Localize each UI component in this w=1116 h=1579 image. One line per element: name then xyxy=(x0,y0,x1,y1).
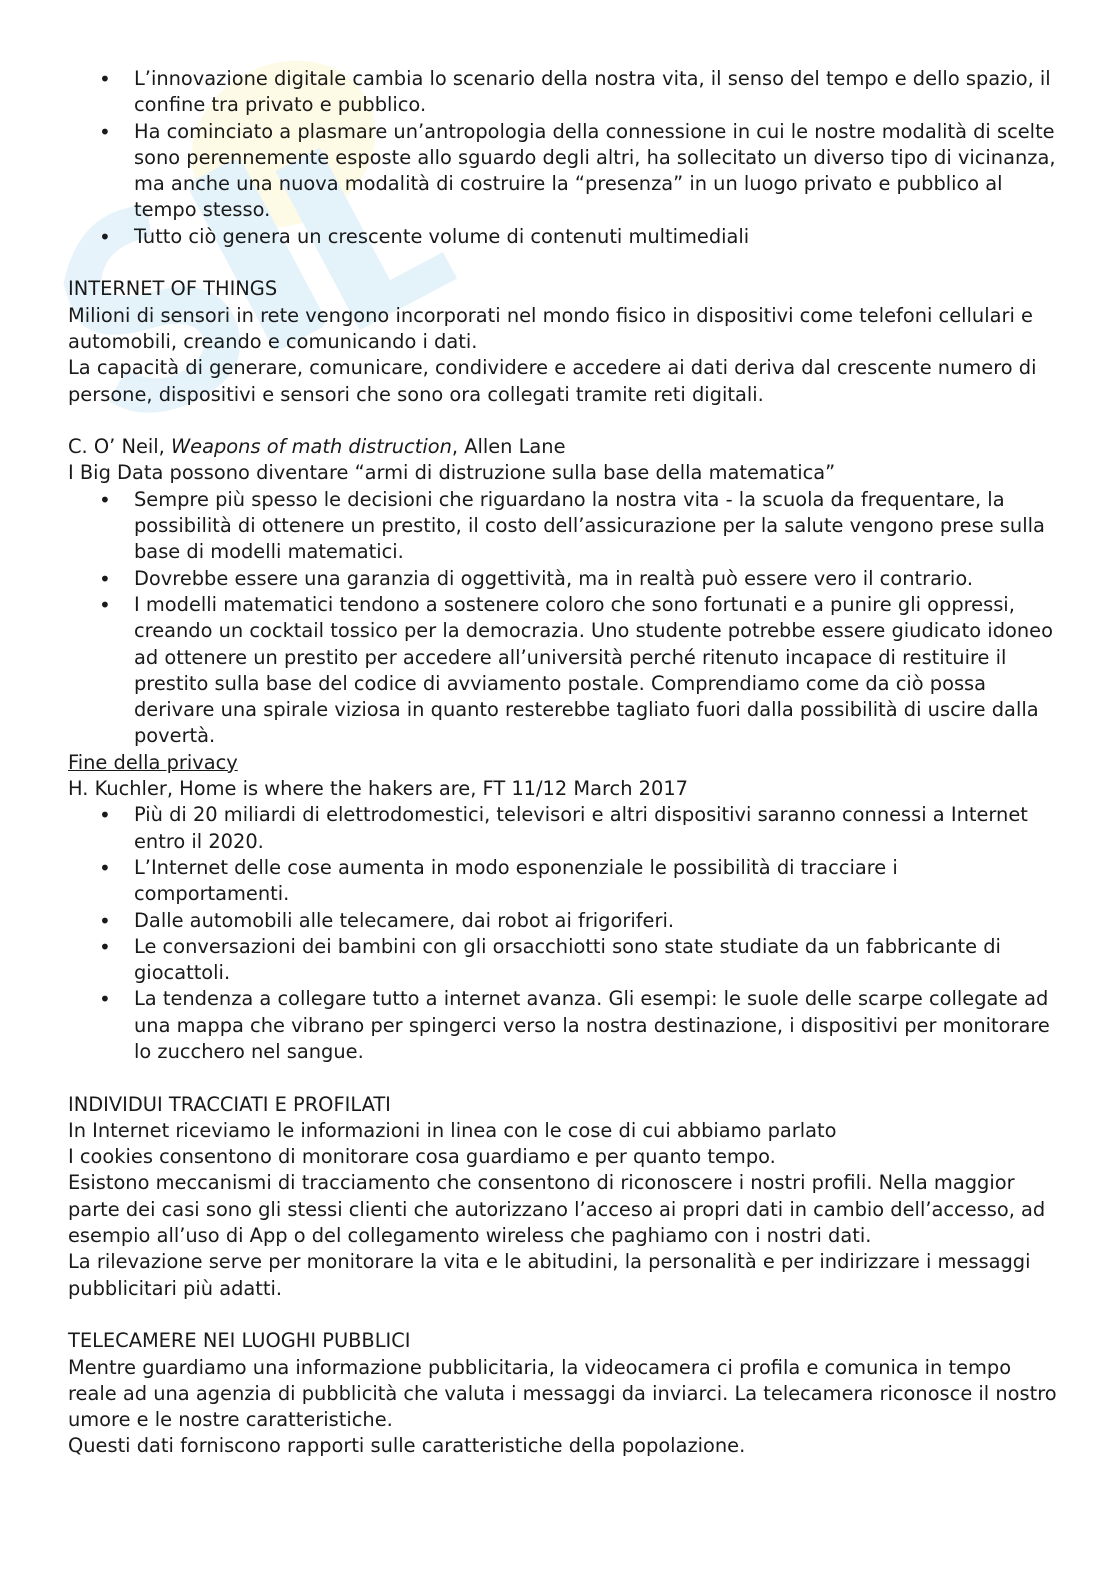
paragraph: In Internet riceviamo le informazioni in linea con le cose di cui abbiamo parlato xyxy=(68,1118,837,1142)
list-item: • I modelli matematici tendono a sostenere coloro che sono fortunati e a punire gli oppressi, creando un cocktail tossico per la democrazia. Uno studente potrebbe essere giudicato idoneo ad ottenere un prestito per accedere all’università perché ritenuto incapace di restituire il prestito sulla base del codice di avviamento postale. Comprendiamo come da ciò possa derivare una spirale viziosa in quanto resterebbe tagliato fuori dalla possibilità di uscire dalla povertà. xyxy=(134,592,1058,750)
list-item: • Dovrebbe essere una garanzia di oggettività, ma in realtà può essere vero il contrario. xyxy=(134,566,1058,592)
citation-book-title: Weapons of math distruction xyxy=(171,435,452,459)
list-item: • La tendenza a collegare tutto a internet avanza. Gli esempi: le suole delle scarpe collegate ad una mappa che vibrano per spingerci verso la nostra destinazione, i dispositivi per monitorare lo zucchero nel sangue. xyxy=(134,986,1058,1065)
kuchler-citation: H. Kuchler, Home is where the hakers are, FT 11/12 March 2017 xyxy=(68,777,689,801)
paragraph: Esistono meccanismi di tracciamento che consentono di riconoscere i nostri profili. Nella maggior parte dei casi sono gli stessi clienti che autorizzano l’acceso ai propri dati in cambio dell’accesso, ad esempio all’uso di App o del collegamento wireless che paghiamo con i nostri dati. xyxy=(68,1171,1046,1248)
paragraph: La capacità di generare, comunicare, condividere e accedere ai dati deriva dal crescente numero di persone, dispositivi e sensori che sono ora collegati tramite reti digitali. xyxy=(68,356,1037,406)
paragraph: Milioni di sensori in rete vengono incorporati nel mondo fisico in dispositivi come telefoni cellulari e automobili, creando e comunicando i dati. xyxy=(68,303,1033,353)
section-heading-privacy: Fine della privacy xyxy=(68,750,238,774)
oneil-bullet-list xyxy=(68,487,1058,750)
paragraph: La rilevazione serve per monitorare la vita e le abitudini, la personalità e per indirizzare i messaggi pubblicitari più adatti. xyxy=(68,1250,1031,1300)
section-heading-profiling: INDIVIDUI TRACCIATI E PROFILATI xyxy=(68,1092,391,1116)
citation-author: C. O’ Neil, xyxy=(68,435,171,459)
oneil-citation xyxy=(68,434,1058,460)
list-item: • L’innovazione digitale cambia lo scenario della nostra vita, il senso del tempo e dello spazio, il confine tra privato e pubblico. xyxy=(134,66,1058,119)
list-item: • Le conversazioni dei bambini con gli orsacchiotti sono state studiate da un fabbricante di giocattoli. xyxy=(134,934,1058,987)
paragraph: I cookies consentono di monitorare cosa guardiamo e per quanto tempo. xyxy=(68,1145,776,1169)
paragraph: Mentre guardiamo una informazione pubblicitaria, la videocamera ci profila e comunica in tempo reale ad una agenzia di pubblicità che valuta i messaggi da inviarci. La telecamera riconosce il nostro umore e le nostre caratteristiche. xyxy=(68,1355,1057,1432)
list-item: • L’Internet delle cose aumenta in modo esponenziale le possibilità di tracciare i comportamenti. xyxy=(134,855,1058,908)
document-page xyxy=(68,66,1058,1460)
intro-bullet-list xyxy=(68,66,1058,250)
list-item: • Più di 20 miliardi di elettrodomestici, televisori e altri dispositivi saranno connessi a Internet entro il 2020. xyxy=(134,802,1058,855)
privacy-bullet-list xyxy=(68,802,1058,1065)
paragraph: I Big Data possono diventare “armi di distruzione sulla base della matematica” xyxy=(68,461,836,485)
section-heading-cameras: TELECAMERE NEI LUOGHI PUBBLICI xyxy=(68,1329,411,1353)
citation-publisher: , Allen Lane xyxy=(451,435,566,459)
section-heading-iot: INTERNET OF THINGS xyxy=(68,277,278,301)
paragraph: Questi dati forniscono rapporti sulle caratteristiche della popolazione. xyxy=(68,1434,746,1458)
list-item: • Dalle automobili alle telecamere, dai robot ai frigoriferi. xyxy=(134,908,1058,934)
list-item: • Tutto ciò genera un crescente volume di contenuti multimediali xyxy=(134,224,1058,250)
list-item: • Sempre più spesso le decisioni che riguardano la nostra vita - la scuola da frequentare, la possibilità di ottenere un prestito, il costo dell’assicurazione per la salute vengono prese sulla base di modelli matematici. xyxy=(134,487,1058,566)
list-item: • Ha cominciato a plasmare un’antropologia della connessione in cui le nostre modalità di scelte sono perennemente esposte allo sguardo degli altri, ha sollecitato un diverso tipo di vicinanza, ma anche una nuova modalità di costruire la “presenza” in un luogo privato e pubblico al tempo stesso. xyxy=(134,119,1058,224)
